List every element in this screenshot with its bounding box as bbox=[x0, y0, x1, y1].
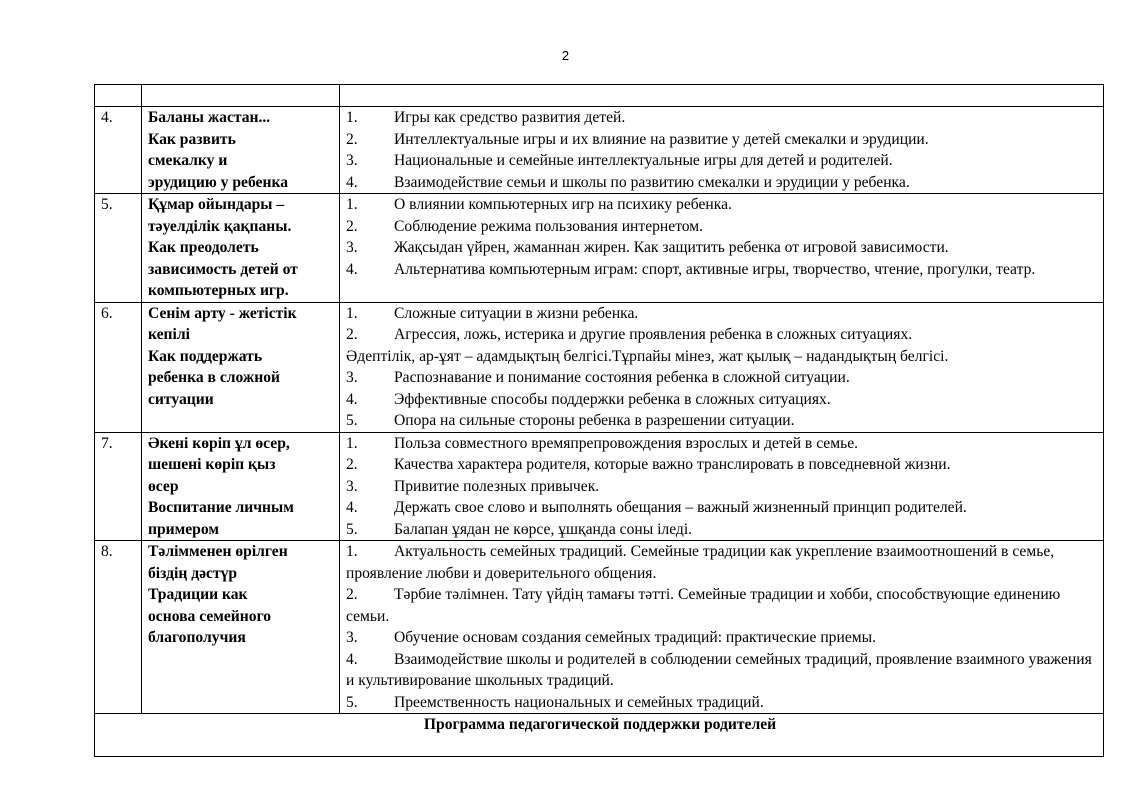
topic-line: смекалку и bbox=[148, 152, 228, 169]
topic-line: Как преодолеть bbox=[148, 239, 259, 256]
list-item bbox=[346, 584, 1099, 627]
topic-line: эрудицию у ребенка bbox=[148, 173, 289, 191]
list-item bbox=[346, 216, 1099, 238]
topic-line: зависимость детей от bbox=[148, 260, 298, 278]
topic-line: ситуации bbox=[148, 390, 214, 408]
items-cell bbox=[340, 194, 1104, 303]
item-text: Соблюдение режима пользования интернетом. bbox=[394, 217, 704, 235]
item-text: Жақсыдан үйрен, жаманнан жирен. Как защитить ребенка от игровой зависимости. bbox=[394, 239, 949, 256]
topic-line: благополучия bbox=[148, 629, 246, 646]
table-row bbox=[95, 541, 1104, 714]
topic-cell bbox=[142, 541, 340, 714]
program-table bbox=[94, 84, 1104, 757]
item-number: 1. bbox=[346, 109, 358, 126]
item-text: Национальные и семейные интеллектуальные игры для детей и родителей. bbox=[394, 152, 893, 169]
list-item bbox=[346, 107, 1099, 129]
topic-line: Баланы жастан... bbox=[148, 109, 271, 126]
row-number: 6. bbox=[95, 302, 142, 432]
list-item bbox=[346, 324, 1099, 346]
footer-title: Программа педагогической поддержки родителей bbox=[95, 714, 1104, 757]
item-number: 5. bbox=[346, 693, 358, 711]
item-number: 4. bbox=[346, 260, 358, 278]
item-text: Привитие полезных привычек. bbox=[394, 477, 600, 495]
topic-line: Әкені көріп ұл өсер, bbox=[148, 434, 290, 452]
header-cell bbox=[142, 85, 340, 107]
item-text: Эффективные способы поддержки ребенка в сложных ситуациях. bbox=[394, 390, 831, 408]
item-text: Сложные ситуации в жизни ребенка. bbox=[394, 304, 639, 322]
topic-line: Құмар ойындары – bbox=[148, 196, 285, 213]
topic-line: кепілі bbox=[148, 326, 190, 343]
item-number: 3. bbox=[346, 369, 358, 386]
list-item bbox=[346, 259, 1099, 281]
topic-line: өсер bbox=[148, 477, 179, 495]
list-item bbox=[346, 410, 1099, 432]
item-text: Держать свое слово и выполнять обещания – важный жизненный принцип родителей. bbox=[394, 499, 967, 516]
item-number: 5. bbox=[346, 520, 358, 538]
item-text: Опора на сильные стороны ребенка в разрешении ситуации. bbox=[394, 412, 795, 429]
items-cell bbox=[340, 432, 1104, 541]
topic-line: Сенім арту - жетістік bbox=[148, 304, 297, 322]
list-item bbox=[346, 303, 1099, 325]
item-text: Распознавание и понимание состояния ребенка в сложной ситуации. bbox=[394, 369, 850, 386]
items-cell bbox=[340, 541, 1104, 714]
item-text: Балапан ұядан не көрсе, ұшқанда соны іледі. bbox=[394, 520, 693, 538]
item-text: Игры как средство развития детей. bbox=[394, 109, 626, 126]
item-number: 2. bbox=[346, 456, 358, 473]
item-number: 3. bbox=[346, 477, 358, 495]
list-item bbox=[346, 346, 1099, 368]
item-number: 2. bbox=[346, 217, 358, 235]
list-item bbox=[346, 172, 1099, 194]
item-text: Польза совместного времяпрепровождения взрослых и детей в семье. bbox=[394, 434, 859, 452]
item-number: 1. bbox=[346, 543, 358, 560]
list-item bbox=[346, 367, 1099, 389]
topic-cell bbox=[142, 432, 340, 541]
item-number: 5. bbox=[346, 412, 358, 429]
item-text: О влиянии компьютерных игр на психику ребенка. bbox=[394, 196, 732, 213]
page-number: 2 bbox=[561, 48, 570, 63]
topic-line: тәуелділік қақпаны. bbox=[148, 217, 292, 235]
item-number: 4. bbox=[346, 390, 358, 408]
item-number: 4. bbox=[346, 173, 358, 191]
item-number: 4. bbox=[346, 650, 358, 668]
item-text: Взаимодействие семьи и школы по развитию смекалки и эрудиции у ребенка. bbox=[394, 173, 910, 191]
item-text: Альтернатива компьютерным играм: спорт, активные игры, творчество, чтение, прогулки, театр. bbox=[394, 260, 1036, 278]
topic-line: ребенка в сложной bbox=[148, 369, 281, 386]
header-cell bbox=[340, 85, 1104, 107]
row-number: 4. bbox=[95, 107, 142, 194]
list-item bbox=[346, 389, 1099, 411]
list-item bbox=[346, 150, 1099, 172]
topic-line: компьютерных игр. bbox=[148, 282, 289, 299]
topic-line: примером bbox=[148, 520, 219, 538]
item-text: Актуальность семейных традиций. Семейные традиции как укрепление взаимоотношений в семье, проявление любви и доверительного общения. bbox=[346, 543, 1055, 582]
table-row bbox=[95, 107, 1104, 194]
item-text: Әдептілік, ар-ұят – адамдықтың белгісі.Тұрпайы мінез, жат қылық – надандықтың белгісі. bbox=[346, 347, 949, 365]
topic-line: Как поддержать bbox=[148, 347, 263, 365]
header-cell bbox=[95, 85, 142, 107]
list-item bbox=[346, 692, 1099, 714]
table-row bbox=[95, 302, 1104, 432]
topic-line: Воспитание личным bbox=[148, 499, 294, 516]
item-number: 2. bbox=[346, 130, 358, 148]
list-item bbox=[346, 237, 1099, 259]
list-item bbox=[346, 433, 1099, 455]
row-number: 8. bbox=[95, 541, 142, 714]
list-item bbox=[346, 454, 1099, 476]
item-text: Интеллектуальные игры и их влияние на развитие у детей смекалки и эрудиции. bbox=[394, 130, 929, 148]
item-number: 3. bbox=[346, 239, 358, 256]
item-text: Качества характера родителя, которые важно транслировать в повседневной жизни. bbox=[394, 456, 951, 473]
list-item bbox=[346, 194, 1099, 216]
topic-cell bbox=[142, 107, 340, 194]
list-item bbox=[346, 649, 1099, 692]
topic-line: основа семейного bbox=[148, 607, 272, 625]
item-number: 3. bbox=[346, 629, 358, 646]
table-row bbox=[95, 432, 1104, 541]
item-text: Взаимодействие школы и родителей в соблюдении семейных традиций, проявление взаимного уважения и культивирование школьных традиций. bbox=[346, 650, 1092, 689]
item-number: 3. bbox=[346, 152, 358, 169]
items-cell bbox=[340, 107, 1104, 194]
item-number: 2. bbox=[346, 586, 358, 603]
topic-line: біздің дәстүр bbox=[148, 564, 238, 582]
topic-line: шешені көріп қыз bbox=[148, 456, 276, 473]
topic-line: Традиции как bbox=[148, 586, 248, 603]
item-number: 1. bbox=[346, 304, 358, 322]
item-number: 2. bbox=[346, 326, 358, 343]
item-text: Обучение основам создания семейных традиций: практические приемы. bbox=[394, 629, 876, 646]
topic-cell bbox=[142, 302, 340, 432]
topic-cell bbox=[142, 194, 340, 303]
row-number: 5. bbox=[95, 194, 142, 303]
list-item bbox=[346, 627, 1099, 649]
list-item bbox=[346, 541, 1099, 584]
table-footer-row bbox=[95, 714, 1104, 757]
topic-line: Как развить bbox=[148, 130, 236, 148]
item-number: 4. bbox=[346, 499, 358, 516]
table-header-row bbox=[95, 85, 1104, 107]
list-item bbox=[346, 519, 1099, 541]
list-item bbox=[346, 497, 1099, 519]
item-text: Тәрбие тәлімнен. Тату үйдің тамағы тәтті. Семейные традиции и хобби, способствующие единению семьи. bbox=[346, 586, 1061, 625]
list-item bbox=[346, 476, 1099, 498]
item-text: Агрессия, ложь, истерика и другие проявления ребенка в сложных ситуациях. bbox=[394, 326, 913, 343]
item-number: 1. bbox=[346, 196, 358, 213]
items-cell bbox=[340, 302, 1104, 432]
item-number: 1. bbox=[346, 434, 358, 452]
table-row bbox=[95, 194, 1104, 303]
list-item bbox=[346, 129, 1099, 151]
row-number: 7. bbox=[95, 432, 142, 541]
item-text: Преемственность национальных и семейных традиций. bbox=[394, 693, 764, 711]
topic-line: Тәлімменен өрілген bbox=[148, 543, 288, 560]
